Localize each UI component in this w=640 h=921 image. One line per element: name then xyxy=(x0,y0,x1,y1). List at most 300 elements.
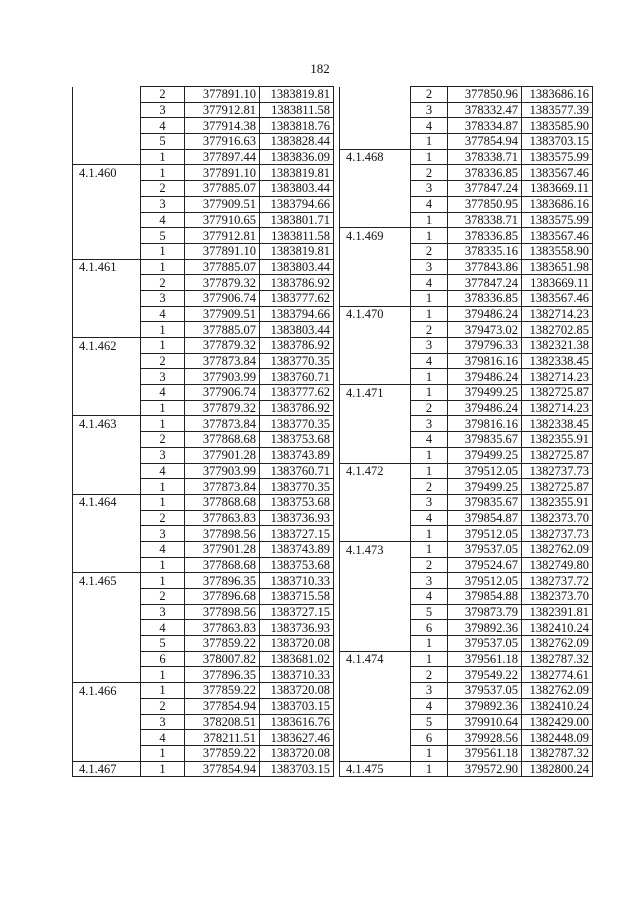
x-coordinate-cell: 377896.35 xyxy=(185,573,260,589)
plot-id-cell xyxy=(340,275,411,291)
point-number-cell: 3 xyxy=(141,447,185,463)
plot-id-cell xyxy=(73,651,141,667)
y-coordinate-cell: 1383575.99 xyxy=(522,149,593,165)
table-row xyxy=(73,306,334,322)
table-row xyxy=(73,761,334,777)
x-coordinate-cell: 377885.07 xyxy=(185,259,260,275)
y-coordinate-cell: 1383720.08 xyxy=(260,683,334,699)
point-number-cell: 4 xyxy=(411,698,448,714)
y-coordinate-cell: 1383669.11 xyxy=(522,275,593,291)
point-number-cell: 1 xyxy=(141,573,185,589)
table-row xyxy=(73,290,334,306)
point-number-cell: 4 xyxy=(411,432,448,448)
y-coordinate-cell: 1383777.62 xyxy=(260,290,334,306)
y-coordinate-cell: 1383727.15 xyxy=(260,526,334,542)
table-row xyxy=(73,102,334,118)
plot-id-cell: 4.1.472 xyxy=(340,463,411,479)
plot-id-cell xyxy=(73,479,141,495)
y-coordinate-cell: 1383770.35 xyxy=(260,353,334,369)
y-coordinate-cell: 1382714.23 xyxy=(522,306,593,322)
x-coordinate-cell: 377909.51 xyxy=(185,196,260,212)
point-number-cell: 1 xyxy=(141,683,185,699)
plot-id-cell: 4.1.475 xyxy=(340,761,411,777)
y-coordinate-cell: 1383616.76 xyxy=(260,714,334,730)
y-coordinate-cell: 1382702.85 xyxy=(522,322,593,338)
plot-id-cell xyxy=(73,447,141,463)
table-row xyxy=(73,322,334,338)
y-coordinate-cell: 1382321.38 xyxy=(522,338,593,354)
table-row xyxy=(340,385,593,401)
y-coordinate-cell: 1383686.16 xyxy=(522,87,593,103)
table-row xyxy=(73,353,334,369)
table-row xyxy=(340,400,593,416)
y-coordinate-cell: 1382749.80 xyxy=(522,557,593,573)
point-number-cell: 1 xyxy=(411,134,448,150)
plot-id-cell xyxy=(73,134,141,150)
x-coordinate-cell: 379512.05 xyxy=(448,573,522,589)
x-coordinate-cell: 379572.90 xyxy=(448,761,522,777)
x-coordinate-cell: 379854.88 xyxy=(448,589,522,605)
table-row xyxy=(340,369,593,385)
table-row xyxy=(340,353,593,369)
point-number-cell: 2 xyxy=(411,400,448,416)
plot-id-cell: 4.1.460 xyxy=(73,165,141,181)
point-number-cell: 1 xyxy=(411,636,448,652)
x-coordinate-cell: 378336.85 xyxy=(448,228,522,244)
point-number-cell: 2 xyxy=(411,165,448,181)
y-coordinate-cell: 1382429.00 xyxy=(522,714,593,730)
plot-id-cell xyxy=(73,400,141,416)
point-number-cell: 1 xyxy=(141,322,185,338)
x-coordinate-cell: 377916.63 xyxy=(185,134,260,150)
y-coordinate-cell: 1382391.81 xyxy=(522,604,593,620)
table-row xyxy=(73,432,334,448)
point-number-cell: 4 xyxy=(411,275,448,291)
table-row xyxy=(73,620,334,636)
y-coordinate-cell: 1382410.24 xyxy=(522,698,593,714)
x-coordinate-cell: 378336.85 xyxy=(448,165,522,181)
y-coordinate-cell: 1383828.44 xyxy=(260,134,334,150)
plot-id-cell xyxy=(340,604,411,620)
table-row xyxy=(340,479,593,495)
table-row xyxy=(73,683,334,699)
plot-id-cell xyxy=(340,322,411,338)
table-row xyxy=(73,667,334,683)
point-number-cell: 1 xyxy=(141,479,185,495)
plot-id-cell: 4.1.473 xyxy=(340,541,411,557)
x-coordinate-cell: 377847.24 xyxy=(448,275,522,291)
x-coordinate-cell: 379816.16 xyxy=(448,353,522,369)
plot-id-cell xyxy=(340,620,411,636)
x-coordinate-cell: 377873.84 xyxy=(185,416,260,432)
point-number-cell: 1 xyxy=(141,243,185,259)
point-number-cell: 1 xyxy=(411,290,448,306)
table-row xyxy=(73,714,334,730)
table-row xyxy=(340,494,593,510)
table-row xyxy=(73,118,334,134)
y-coordinate-cell: 1383585.90 xyxy=(522,118,593,134)
plot-id-cell xyxy=(340,432,411,448)
y-coordinate-cell: 1383819.81 xyxy=(260,87,334,103)
table-row xyxy=(340,196,593,212)
y-coordinate-cell: 1383786.92 xyxy=(260,400,334,416)
plot-id-cell xyxy=(340,290,411,306)
table-row xyxy=(73,87,334,103)
x-coordinate-cell: 377891.10 xyxy=(185,165,260,181)
x-coordinate-cell: 379561.18 xyxy=(448,651,522,667)
point-number-cell: 1 xyxy=(411,149,448,165)
x-coordinate-cell: 377868.68 xyxy=(185,494,260,510)
point-number-cell: 4 xyxy=(141,541,185,557)
table-row xyxy=(73,259,334,275)
table-row xyxy=(340,730,593,746)
y-coordinate-cell: 1383669.11 xyxy=(522,181,593,197)
table-row xyxy=(340,683,593,699)
y-coordinate-cell: 1383743.89 xyxy=(260,541,334,557)
point-number-cell: 5 xyxy=(411,604,448,620)
plot-id-cell xyxy=(340,400,411,416)
y-coordinate-cell: 1382737.72 xyxy=(522,573,593,589)
x-coordinate-cell: 377863.83 xyxy=(185,620,260,636)
plot-id-cell: 4.1.464 xyxy=(73,494,141,510)
point-number-cell: 1 xyxy=(411,369,448,385)
y-coordinate-cell: 1383818.76 xyxy=(260,118,334,134)
x-coordinate-cell: 379512.05 xyxy=(448,526,522,542)
y-coordinate-cell: 1383811.58 xyxy=(260,102,334,118)
y-coordinate-cell: 1383777.62 xyxy=(260,385,334,401)
point-number-cell: 1 xyxy=(141,494,185,510)
x-coordinate-cell: 378338.71 xyxy=(448,149,522,165)
table-row xyxy=(73,698,334,714)
point-number-cell: 3 xyxy=(411,494,448,510)
table-row xyxy=(73,338,334,354)
table-row xyxy=(340,510,593,526)
point-number-cell: 1 xyxy=(411,541,448,557)
plot-id-cell xyxy=(73,667,141,683)
y-coordinate-cell: 1382737.73 xyxy=(522,526,593,542)
table-row xyxy=(340,667,593,683)
y-coordinate-cell: 1383703.15 xyxy=(522,134,593,150)
point-number-cell: 1 xyxy=(141,400,185,416)
x-coordinate-cell: 379928.56 xyxy=(448,730,522,746)
point-number-cell: 4 xyxy=(141,385,185,401)
point-number-cell: 3 xyxy=(141,290,185,306)
y-coordinate-cell: 1382714.23 xyxy=(522,369,593,385)
table-row xyxy=(73,541,334,557)
plot-id-cell xyxy=(73,228,141,244)
x-coordinate-cell: 377906.74 xyxy=(185,290,260,306)
y-coordinate-cell: 1383760.71 xyxy=(260,463,334,479)
table-row xyxy=(340,165,593,181)
plot-id-cell xyxy=(73,714,141,730)
point-number-cell: 2 xyxy=(411,667,448,683)
table-row xyxy=(340,228,593,244)
point-number-cell: 5 xyxy=(411,714,448,730)
y-coordinate-cell: 1383627.46 xyxy=(260,730,334,746)
point-number-cell: 1 xyxy=(411,463,448,479)
y-coordinate-cell: 1383743.89 xyxy=(260,447,334,463)
table-row xyxy=(73,745,334,761)
x-coordinate-cell: 377859.22 xyxy=(185,745,260,761)
plot-id-cell xyxy=(73,290,141,306)
x-coordinate-cell: 377891.10 xyxy=(185,87,260,103)
x-coordinate-cell: 379512.05 xyxy=(448,463,522,479)
x-coordinate-cell: 378211.51 xyxy=(185,730,260,746)
x-coordinate-cell: 377863.83 xyxy=(185,510,260,526)
point-number-cell: 4 xyxy=(141,730,185,746)
y-coordinate-cell: 1382725.87 xyxy=(522,479,593,495)
plot-id-cell xyxy=(340,134,411,150)
table-row xyxy=(340,761,593,777)
plot-id-cell xyxy=(340,683,411,699)
plot-id-cell xyxy=(340,196,411,212)
plot-id-cell xyxy=(73,149,141,165)
point-number-cell: 6 xyxy=(411,730,448,746)
point-number-cell: 1 xyxy=(411,306,448,322)
point-number-cell: 3 xyxy=(141,526,185,542)
table-row xyxy=(73,385,334,401)
table-row xyxy=(73,526,334,542)
table-row xyxy=(340,714,593,730)
plot-id-cell xyxy=(73,620,141,636)
y-coordinate-cell: 1382338.45 xyxy=(522,416,593,432)
plot-id-cell xyxy=(340,667,411,683)
x-coordinate-cell: 377879.32 xyxy=(185,338,260,354)
y-coordinate-cell: 1383703.15 xyxy=(260,698,334,714)
plot-id-cell xyxy=(73,212,141,228)
x-coordinate-cell: 379561.18 xyxy=(448,745,522,761)
y-coordinate-cell: 1382800.24 xyxy=(522,761,593,777)
plot-id-cell xyxy=(73,102,141,118)
y-coordinate-cell: 1382714.23 xyxy=(522,400,593,416)
x-coordinate-cell: 377898.56 xyxy=(185,604,260,620)
plot-id-cell xyxy=(340,369,411,385)
y-coordinate-cell: 1382762.09 xyxy=(522,541,593,557)
x-coordinate-cell: 378338.71 xyxy=(448,212,522,228)
x-coordinate-cell: 379873.79 xyxy=(448,604,522,620)
point-number-cell: 1 xyxy=(141,416,185,432)
y-coordinate-cell: 1382787.32 xyxy=(522,651,593,667)
x-coordinate-cell: 379486.24 xyxy=(448,369,522,385)
plot-id-cell: 4.1.466 xyxy=(73,683,141,699)
y-coordinate-cell: 1383753.68 xyxy=(260,494,334,510)
x-coordinate-cell: 379524.67 xyxy=(448,557,522,573)
x-coordinate-cell: 377896.35 xyxy=(185,667,260,683)
y-coordinate-cell: 1383819.81 xyxy=(260,243,334,259)
table-row xyxy=(340,181,593,197)
y-coordinate-cell: 1382725.87 xyxy=(522,447,593,463)
plot-id-cell xyxy=(340,698,411,714)
y-coordinate-cell: 1383710.33 xyxy=(260,573,334,589)
table-row xyxy=(340,573,593,589)
table-row xyxy=(73,149,334,165)
table-row xyxy=(73,196,334,212)
coordinates-table-left xyxy=(72,86,334,777)
y-coordinate-cell: 1383710.33 xyxy=(260,667,334,683)
table-row xyxy=(340,432,593,448)
x-coordinate-cell: 377903.99 xyxy=(185,463,260,479)
x-coordinate-cell: 377903.99 xyxy=(185,369,260,385)
plot-id-cell xyxy=(340,494,411,510)
point-number-cell: 5 xyxy=(141,134,185,150)
x-coordinate-cell: 379473.02 xyxy=(448,322,522,338)
table-row xyxy=(340,620,593,636)
y-coordinate-cell: 1383720.08 xyxy=(260,745,334,761)
x-coordinate-cell: 377885.07 xyxy=(185,322,260,338)
table-row xyxy=(340,698,593,714)
point-number-cell: 4 xyxy=(141,118,185,134)
table-row xyxy=(73,510,334,526)
table-row xyxy=(73,212,334,228)
table-row xyxy=(340,118,593,134)
table-row xyxy=(340,322,593,338)
x-coordinate-cell: 377896.68 xyxy=(185,589,260,605)
plot-id-cell xyxy=(340,730,411,746)
table-row xyxy=(73,730,334,746)
plot-id-cell xyxy=(340,526,411,542)
table-row xyxy=(73,228,334,244)
plot-id-cell xyxy=(340,118,411,134)
y-coordinate-cell: 1382410.24 xyxy=(522,620,593,636)
point-number-cell: 2 xyxy=(411,87,448,103)
y-coordinate-cell: 1382762.09 xyxy=(522,683,593,699)
point-number-cell: 2 xyxy=(411,243,448,259)
x-coordinate-cell: 379537.05 xyxy=(448,541,522,557)
y-coordinate-cell: 1382373.70 xyxy=(522,589,593,605)
plot-id-cell xyxy=(73,181,141,197)
point-number-cell: 1 xyxy=(411,385,448,401)
x-coordinate-cell: 377906.74 xyxy=(185,385,260,401)
plot-id-cell: 4.1.463 xyxy=(73,416,141,432)
plot-id-cell xyxy=(73,275,141,291)
x-coordinate-cell: 377901.28 xyxy=(185,447,260,463)
point-number-cell: 3 xyxy=(411,259,448,275)
table-row xyxy=(340,651,593,667)
x-coordinate-cell: 377843.86 xyxy=(448,259,522,275)
x-coordinate-cell: 377912.81 xyxy=(185,228,260,244)
plot-id-cell xyxy=(340,212,411,228)
y-coordinate-cell: 1383794.66 xyxy=(260,196,334,212)
plot-id-cell xyxy=(73,196,141,212)
y-coordinate-cell: 1382355.91 xyxy=(522,494,593,510)
y-coordinate-cell: 1383760.71 xyxy=(260,369,334,385)
x-coordinate-cell: 377859.22 xyxy=(185,636,260,652)
page-number: 182 xyxy=(310,61,330,76)
point-number-cell: 2 xyxy=(141,510,185,526)
y-coordinate-cell: 1383681.02 xyxy=(260,651,334,667)
table-row xyxy=(340,149,593,165)
y-coordinate-cell: 1382338.45 xyxy=(522,353,593,369)
point-number-cell: 2 xyxy=(411,557,448,573)
point-number-cell: 1 xyxy=(411,447,448,463)
point-number-cell: 3 xyxy=(141,369,185,385)
y-coordinate-cell: 1383770.35 xyxy=(260,479,334,495)
y-coordinate-cell: 1383786.92 xyxy=(260,338,334,354)
y-coordinate-cell: 1382725.87 xyxy=(522,385,593,401)
x-coordinate-cell: 378336.85 xyxy=(448,290,522,306)
x-coordinate-cell: 379537.05 xyxy=(448,636,522,652)
plot-id-cell xyxy=(340,447,411,463)
table-row xyxy=(73,275,334,291)
table-row xyxy=(340,589,593,605)
point-number-cell: 1 xyxy=(411,526,448,542)
plot-id-cell xyxy=(73,604,141,620)
x-coordinate-cell: 379499.25 xyxy=(448,479,522,495)
table-row xyxy=(340,306,593,322)
y-coordinate-cell: 1383715.58 xyxy=(260,589,334,605)
x-coordinate-cell: 379537.05 xyxy=(448,683,522,699)
x-coordinate-cell: 379499.25 xyxy=(448,447,522,463)
point-number-cell: 3 xyxy=(141,714,185,730)
y-coordinate-cell: 1383811.58 xyxy=(260,228,334,244)
table-row xyxy=(340,275,593,291)
table-row xyxy=(73,651,334,667)
x-coordinate-cell: 377885.07 xyxy=(185,181,260,197)
x-coordinate-cell: 377850.95 xyxy=(448,196,522,212)
x-coordinate-cell: 377868.68 xyxy=(185,432,260,448)
y-coordinate-cell: 1383770.35 xyxy=(260,416,334,432)
point-number-cell: 1 xyxy=(411,651,448,667)
table-row xyxy=(340,212,593,228)
table-row xyxy=(340,134,593,150)
point-number-cell: 6 xyxy=(141,651,185,667)
plot-id-cell xyxy=(340,416,411,432)
point-number-cell: 1 xyxy=(141,338,185,354)
point-number-cell: 1 xyxy=(141,745,185,761)
point-number-cell: 4 xyxy=(141,463,185,479)
x-coordinate-cell: 379499.25 xyxy=(448,385,522,401)
point-number-cell: 2 xyxy=(411,322,448,338)
y-coordinate-cell: 1383558.90 xyxy=(522,243,593,259)
table-row xyxy=(340,636,593,652)
x-coordinate-cell: 379816.16 xyxy=(448,416,522,432)
x-coordinate-cell: 379892.36 xyxy=(448,620,522,636)
x-coordinate-cell: 378332.47 xyxy=(448,102,522,118)
plot-id-cell xyxy=(340,338,411,354)
table-row xyxy=(73,165,334,181)
point-number-cell: 3 xyxy=(141,102,185,118)
y-coordinate-cell: 1383836.09 xyxy=(260,149,334,165)
table-row xyxy=(73,181,334,197)
x-coordinate-cell: 379486.24 xyxy=(448,306,522,322)
table-row xyxy=(340,745,593,761)
y-coordinate-cell: 1383753.68 xyxy=(260,557,334,573)
x-coordinate-cell: 377910.65 xyxy=(185,212,260,228)
point-number-cell: 3 xyxy=(141,604,185,620)
x-coordinate-cell: 378334.87 xyxy=(448,118,522,134)
point-number-cell: 1 xyxy=(411,228,448,244)
point-number-cell: 5 xyxy=(141,636,185,652)
x-coordinate-cell: 377897.44 xyxy=(185,149,260,165)
point-number-cell: 4 xyxy=(411,589,448,605)
plot-id-cell xyxy=(73,557,141,573)
table-row xyxy=(73,573,334,589)
plot-id-cell xyxy=(340,102,411,118)
plot-id-cell xyxy=(73,306,141,322)
y-coordinate-cell: 1383736.93 xyxy=(260,620,334,636)
point-number-cell: 4 xyxy=(411,196,448,212)
point-number-cell: 3 xyxy=(411,573,448,589)
y-coordinate-cell: 1382373.70 xyxy=(522,510,593,526)
plot-id-cell xyxy=(340,714,411,730)
point-number-cell: 4 xyxy=(411,118,448,134)
point-number-cell: 1 xyxy=(411,761,448,777)
x-coordinate-cell: 379892.36 xyxy=(448,698,522,714)
plot-id-cell xyxy=(340,165,411,181)
y-coordinate-cell: 1382448.09 xyxy=(522,730,593,746)
plot-id-cell xyxy=(73,541,141,557)
table-row xyxy=(73,604,334,620)
